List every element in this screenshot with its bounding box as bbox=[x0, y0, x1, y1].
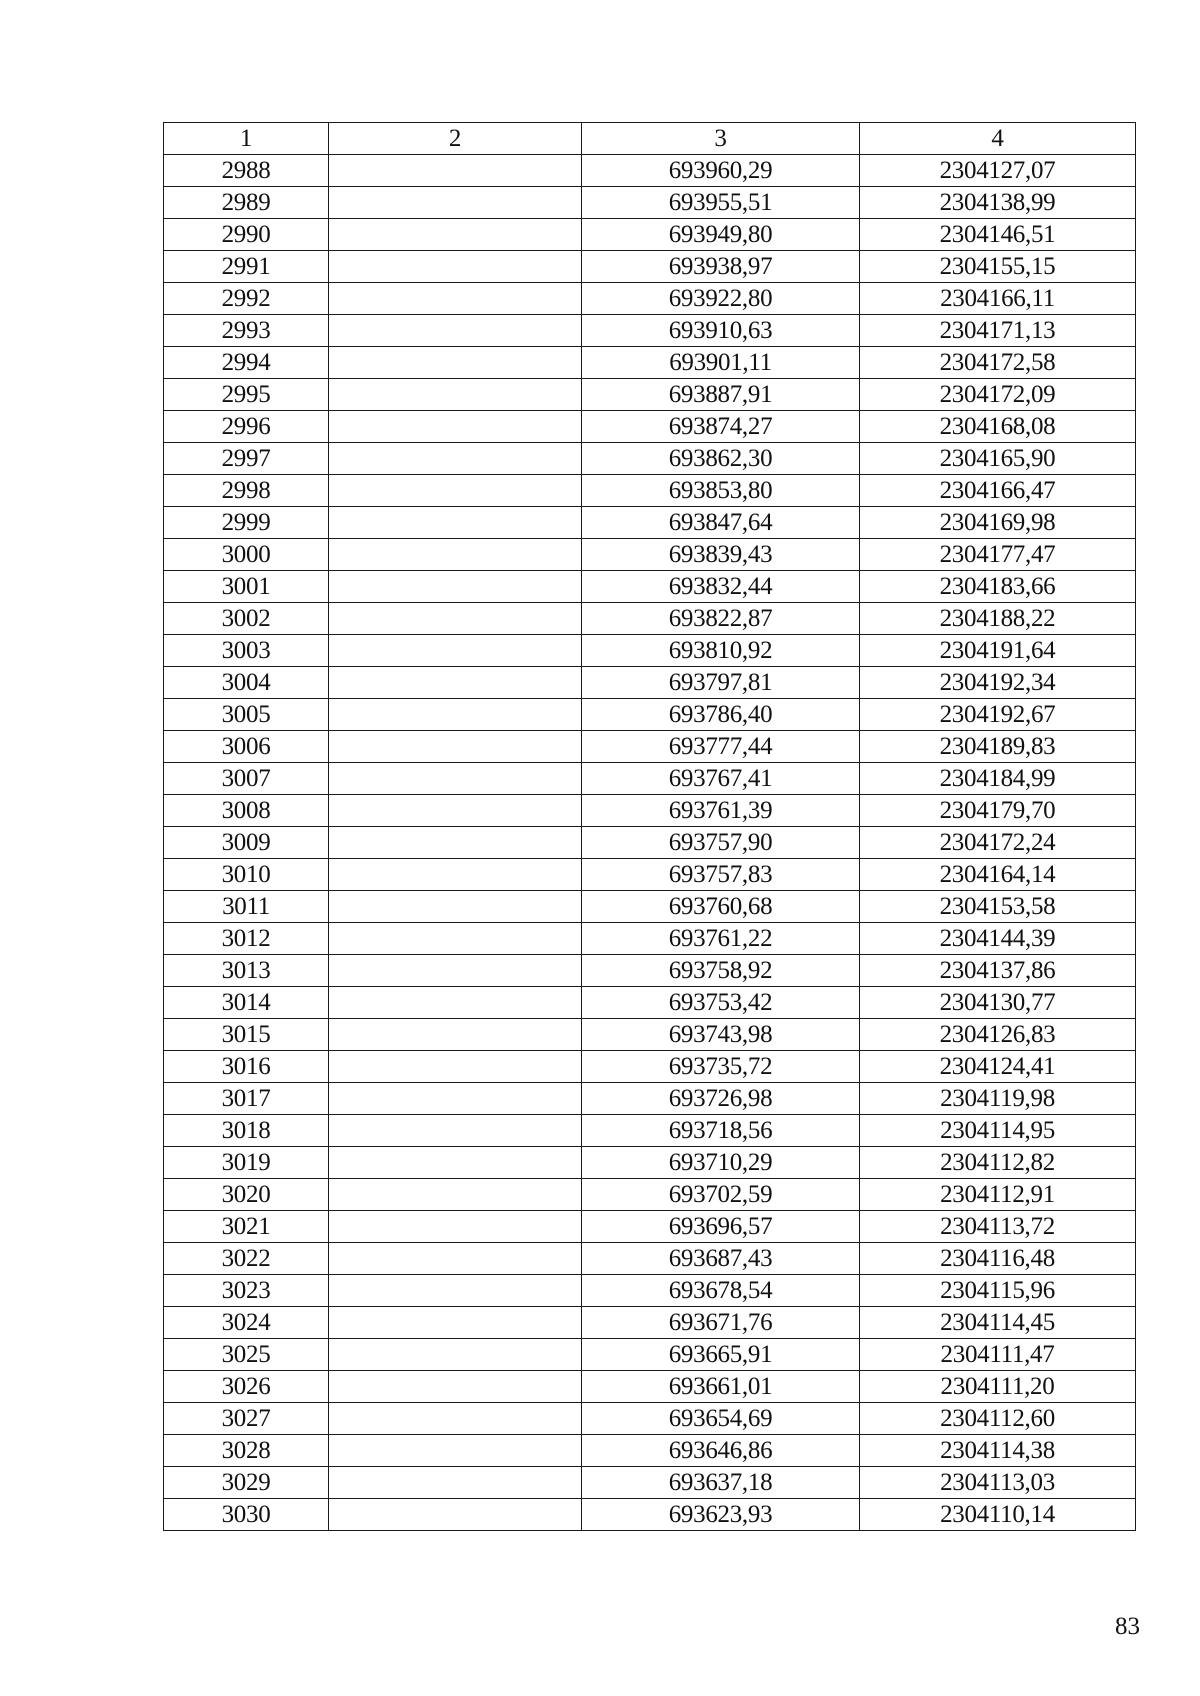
coordinate-x-cell: 693777,44 bbox=[582, 731, 860, 763]
table-row bbox=[164, 795, 1136, 827]
table-row bbox=[164, 1051, 1136, 1083]
point-number-cell: 2992 bbox=[164, 283, 329, 315]
column-2-cell bbox=[329, 827, 582, 859]
coordinate-x-cell: 693678,54 bbox=[582, 1275, 860, 1307]
coordinate-x-cell: 693938,97 bbox=[582, 251, 860, 283]
column-2-cell bbox=[329, 1467, 582, 1499]
column-header-4: 4 bbox=[860, 123, 1136, 155]
coordinate-x-cell: 693665,91 bbox=[582, 1339, 860, 1371]
coordinate-y-cell: 2304169,98 bbox=[860, 507, 1136, 539]
coordinate-y-cell: 2304144,39 bbox=[860, 923, 1136, 955]
point-number-cell: 3018 bbox=[164, 1115, 329, 1147]
coordinate-y-cell: 2304127,07 bbox=[860, 155, 1136, 187]
coordinate-x-cell: 693718,56 bbox=[582, 1115, 860, 1147]
column-2-cell bbox=[329, 603, 582, 635]
coordinate-x-cell: 693853,80 bbox=[582, 475, 860, 507]
table-row bbox=[164, 347, 1136, 379]
table-row bbox=[164, 411, 1136, 443]
table-row bbox=[164, 1467, 1136, 1499]
column-2-cell bbox=[329, 411, 582, 443]
coordinate-y-cell: 2304113,03 bbox=[860, 1467, 1136, 1499]
coordinate-y-cell: 2304192,34 bbox=[860, 667, 1136, 699]
table-row bbox=[164, 699, 1136, 731]
coordinate-y-cell: 2304137,86 bbox=[860, 955, 1136, 987]
column-2-cell bbox=[329, 475, 582, 507]
coordinate-x-cell: 693637,18 bbox=[582, 1467, 860, 1499]
point-number-cell: 2996 bbox=[164, 411, 329, 443]
point-number-cell: 3007 bbox=[164, 763, 329, 795]
table-row bbox=[164, 955, 1136, 987]
point-number-cell: 2995 bbox=[164, 379, 329, 411]
table-body bbox=[164, 155, 1136, 1531]
coordinate-y-cell: 2304166,11 bbox=[860, 283, 1136, 315]
coordinate-y-cell: 2304153,58 bbox=[860, 891, 1136, 923]
coordinate-y-cell: 2304115,96 bbox=[860, 1275, 1136, 1307]
coordinate-y-cell: 2304168,08 bbox=[860, 411, 1136, 443]
point-number-cell: 3003 bbox=[164, 635, 329, 667]
column-2-cell bbox=[329, 667, 582, 699]
table-row bbox=[164, 635, 1136, 667]
column-2-cell bbox=[329, 795, 582, 827]
point-number-cell: 2991 bbox=[164, 251, 329, 283]
coordinate-y-cell: 2304172,58 bbox=[860, 347, 1136, 379]
point-number-cell: 3019 bbox=[164, 1147, 329, 1179]
coordinate-x-cell: 693753,42 bbox=[582, 987, 860, 1019]
table-row bbox=[164, 1403, 1136, 1435]
column-2-cell bbox=[329, 347, 582, 379]
point-number-cell: 3027 bbox=[164, 1403, 329, 1435]
coordinate-y-cell: 2304114,45 bbox=[860, 1307, 1136, 1339]
point-number-cell: 3011 bbox=[164, 891, 329, 923]
point-number-cell: 3023 bbox=[164, 1275, 329, 1307]
column-2-cell bbox=[329, 987, 582, 1019]
coordinate-x-cell: 693758,92 bbox=[582, 955, 860, 987]
coordinate-y-cell: 2304119,98 bbox=[860, 1083, 1136, 1115]
point-number-cell: 3006 bbox=[164, 731, 329, 763]
table-row bbox=[164, 219, 1136, 251]
point-number-cell: 3000 bbox=[164, 539, 329, 571]
table-row bbox=[164, 251, 1136, 283]
coordinate-x-cell: 693839,43 bbox=[582, 539, 860, 571]
point-number-cell: 3001 bbox=[164, 571, 329, 603]
coordinate-x-cell: 693710,29 bbox=[582, 1147, 860, 1179]
coordinate-x-cell: 693623,93 bbox=[582, 1499, 860, 1531]
column-2-cell bbox=[329, 1115, 582, 1147]
point-number-cell: 3022 bbox=[164, 1243, 329, 1275]
point-number-cell: 3025 bbox=[164, 1339, 329, 1371]
coordinate-x-cell: 693786,40 bbox=[582, 699, 860, 731]
coordinate-x-cell: 693757,83 bbox=[582, 859, 860, 891]
coordinate-x-cell: 693726,98 bbox=[582, 1083, 860, 1115]
column-2-cell bbox=[329, 443, 582, 475]
table-row bbox=[164, 155, 1136, 187]
point-number-cell: 3008 bbox=[164, 795, 329, 827]
table-row bbox=[164, 827, 1136, 859]
table-row bbox=[164, 923, 1136, 955]
coordinate-y-cell: 2304110,14 bbox=[860, 1499, 1136, 1531]
column-2-cell bbox=[329, 315, 582, 347]
table-row bbox=[164, 507, 1136, 539]
column-2-cell bbox=[329, 1179, 582, 1211]
point-number-cell: 2993 bbox=[164, 315, 329, 347]
coordinate-y-cell: 2304166,47 bbox=[860, 475, 1136, 507]
coordinate-y-cell: 2304114,95 bbox=[860, 1115, 1136, 1147]
column-2-cell bbox=[329, 539, 582, 571]
coordinate-y-cell: 2304179,70 bbox=[860, 795, 1136, 827]
coordinate-x-cell: 693696,57 bbox=[582, 1211, 860, 1243]
coordinate-x-cell: 693735,72 bbox=[582, 1051, 860, 1083]
coordinate-y-cell: 2304164,14 bbox=[860, 859, 1136, 891]
table-row bbox=[164, 891, 1136, 923]
column-2-cell bbox=[329, 1403, 582, 1435]
coordinate-x-cell: 693887,91 bbox=[582, 379, 860, 411]
coordinate-y-cell: 2304192,67 bbox=[860, 699, 1136, 731]
table-row bbox=[164, 763, 1136, 795]
column-2-cell bbox=[329, 1211, 582, 1243]
table-row bbox=[164, 1115, 1136, 1147]
coordinate-y-cell: 2304111,20 bbox=[860, 1371, 1136, 1403]
column-2-cell bbox=[329, 699, 582, 731]
coordinate-y-cell: 2304112,82 bbox=[860, 1147, 1136, 1179]
column-2-cell bbox=[329, 1083, 582, 1115]
coordinate-y-cell: 2304126,83 bbox=[860, 1019, 1136, 1051]
table-row bbox=[164, 315, 1136, 347]
coordinate-y-cell: 2304183,66 bbox=[860, 571, 1136, 603]
coordinate-x-cell: 693743,98 bbox=[582, 1019, 860, 1051]
coordinate-y-cell: 2304111,47 bbox=[860, 1339, 1136, 1371]
point-number-cell: 3004 bbox=[164, 667, 329, 699]
point-number-cell: 2998 bbox=[164, 475, 329, 507]
coordinate-y-cell: 2304172,24 bbox=[860, 827, 1136, 859]
coordinate-x-cell: 693874,27 bbox=[582, 411, 860, 443]
coordinate-x-cell: 693760,68 bbox=[582, 891, 860, 923]
coordinate-x-cell: 693901,11 bbox=[582, 347, 860, 379]
coordinate-y-cell: 2304188,22 bbox=[860, 603, 1136, 635]
coordinate-y-cell: 2304112,60 bbox=[860, 1403, 1136, 1435]
table-row bbox=[164, 1019, 1136, 1051]
point-number-cell: 3016 bbox=[164, 1051, 329, 1083]
column-2-cell bbox=[329, 379, 582, 411]
point-number-cell: 3026 bbox=[164, 1371, 329, 1403]
coordinate-x-cell: 693671,76 bbox=[582, 1307, 860, 1339]
point-number-cell: 3029 bbox=[164, 1467, 329, 1499]
column-2-cell bbox=[329, 1435, 582, 1467]
coordinate-y-cell: 2304113,72 bbox=[860, 1211, 1136, 1243]
point-number-cell: 2999 bbox=[164, 507, 329, 539]
coordinate-x-cell: 693646,86 bbox=[582, 1435, 860, 1467]
table-row bbox=[164, 859, 1136, 891]
table-row bbox=[164, 475, 1136, 507]
coordinate-y-cell: 2304116,48 bbox=[860, 1243, 1136, 1275]
column-2-cell bbox=[329, 1307, 582, 1339]
point-number-cell: 3005 bbox=[164, 699, 329, 731]
column-2-cell bbox=[329, 1275, 582, 1307]
column-header-3: 3 bbox=[582, 123, 860, 155]
coordinate-x-cell: 693822,87 bbox=[582, 603, 860, 635]
point-number-cell: 3021 bbox=[164, 1211, 329, 1243]
column-2-cell bbox=[329, 1019, 582, 1051]
column-2-cell bbox=[329, 571, 582, 603]
coordinate-y-cell: 2304165,90 bbox=[860, 443, 1136, 475]
coordinate-y-cell: 2304124,41 bbox=[860, 1051, 1136, 1083]
coordinate-x-cell: 693862,30 bbox=[582, 443, 860, 475]
coordinate-y-cell: 2304189,83 bbox=[860, 731, 1136, 763]
table-row bbox=[164, 443, 1136, 475]
coordinate-y-cell: 2304112,91 bbox=[860, 1179, 1136, 1211]
coordinate-x-cell: 693960,29 bbox=[582, 155, 860, 187]
point-number-cell: 3014 bbox=[164, 987, 329, 1019]
point-number-cell: 3030 bbox=[164, 1499, 329, 1531]
point-number-cell: 2990 bbox=[164, 219, 329, 251]
coordinate-y-cell: 2304130,77 bbox=[860, 987, 1136, 1019]
table-row bbox=[164, 987, 1136, 1019]
coordinate-x-cell: 693949,80 bbox=[582, 219, 860, 251]
point-number-cell: 3013 bbox=[164, 955, 329, 987]
column-2-cell bbox=[329, 955, 582, 987]
column-2-cell bbox=[329, 1499, 582, 1531]
table-row bbox=[164, 1211, 1136, 1243]
coordinate-x-cell: 693955,51 bbox=[582, 187, 860, 219]
column-2-cell bbox=[329, 635, 582, 667]
coordinate-y-cell: 2304184,99 bbox=[860, 763, 1136, 795]
coordinate-x-cell: 693910,63 bbox=[582, 315, 860, 347]
coordinate-y-cell: 2304177,47 bbox=[860, 539, 1136, 571]
table-row bbox=[164, 1435, 1136, 1467]
page-number: 83 bbox=[1115, 1613, 1140, 1640]
column-2-cell bbox=[329, 251, 582, 283]
table-row bbox=[164, 539, 1136, 571]
coordinate-x-cell: 693654,69 bbox=[582, 1403, 860, 1435]
coordinate-y-cell: 2304138,99 bbox=[860, 187, 1136, 219]
table-row bbox=[164, 1371, 1136, 1403]
column-2-cell bbox=[329, 187, 582, 219]
column-2-cell bbox=[329, 1371, 582, 1403]
coordinate-x-cell: 693661,01 bbox=[582, 1371, 860, 1403]
table-row bbox=[164, 1307, 1136, 1339]
table-row bbox=[164, 1275, 1136, 1307]
point-number-cell: 3009 bbox=[164, 827, 329, 859]
point-number-cell: 3017 bbox=[164, 1083, 329, 1115]
table-row bbox=[164, 1179, 1136, 1211]
coordinates-table bbox=[163, 122, 1136, 1531]
column-2-cell bbox=[329, 219, 582, 251]
table-row bbox=[164, 1339, 1136, 1371]
column-2-cell bbox=[329, 923, 582, 955]
coordinate-y-cell: 2304146,51 bbox=[860, 219, 1136, 251]
table-row bbox=[164, 379, 1136, 411]
point-number-cell: 3024 bbox=[164, 1307, 329, 1339]
coordinate-y-cell: 2304172,09 bbox=[860, 379, 1136, 411]
coordinate-y-cell: 2304191,64 bbox=[860, 635, 1136, 667]
table-row bbox=[164, 667, 1136, 699]
coordinate-x-cell: 693757,90 bbox=[582, 827, 860, 859]
coordinate-y-cell: 2304171,13 bbox=[860, 315, 1136, 347]
coordinate-x-cell: 693847,64 bbox=[582, 507, 860, 539]
column-2-cell bbox=[329, 1243, 582, 1275]
point-number-cell: 2988 bbox=[164, 155, 329, 187]
point-number-cell: 2994 bbox=[164, 347, 329, 379]
table-header-row bbox=[164, 123, 1136, 155]
column-2-cell bbox=[329, 891, 582, 923]
column-2-cell bbox=[329, 1147, 582, 1179]
table-row bbox=[164, 1499, 1136, 1531]
point-number-cell: 3010 bbox=[164, 859, 329, 891]
point-number-cell: 2989 bbox=[164, 187, 329, 219]
coordinate-x-cell: 693687,43 bbox=[582, 1243, 860, 1275]
coordinate-x-cell: 693832,44 bbox=[582, 571, 860, 603]
coordinate-x-cell: 693767,41 bbox=[582, 763, 860, 795]
table-row bbox=[164, 1243, 1136, 1275]
column-header-2: 2 bbox=[329, 123, 582, 155]
point-number-cell: 3020 bbox=[164, 1179, 329, 1211]
column-2-cell bbox=[329, 731, 582, 763]
table-row bbox=[164, 731, 1136, 763]
coordinate-x-cell: 693797,81 bbox=[582, 667, 860, 699]
point-number-cell: 3012 bbox=[164, 923, 329, 955]
coordinate-x-cell: 693810,92 bbox=[582, 635, 860, 667]
point-number-cell: 2997 bbox=[164, 443, 329, 475]
point-number-cell: 3028 bbox=[164, 1435, 329, 1467]
column-header-1: 1 bbox=[164, 123, 329, 155]
column-2-cell bbox=[329, 283, 582, 315]
column-2-cell bbox=[329, 859, 582, 891]
column-2-cell bbox=[329, 1051, 582, 1083]
table-row bbox=[164, 187, 1136, 219]
point-number-cell: 3002 bbox=[164, 603, 329, 635]
coordinate-y-cell: 2304155,15 bbox=[860, 251, 1136, 283]
table-row bbox=[164, 1083, 1136, 1115]
coordinate-x-cell: 693761,39 bbox=[582, 795, 860, 827]
column-2-cell bbox=[329, 1339, 582, 1371]
coordinate-x-cell: 693761,22 bbox=[582, 923, 860, 955]
table-row bbox=[164, 571, 1136, 603]
column-2-cell bbox=[329, 763, 582, 795]
table-row bbox=[164, 603, 1136, 635]
table-row bbox=[164, 283, 1136, 315]
table-row bbox=[164, 1147, 1136, 1179]
coordinate-x-cell: 693702,59 bbox=[582, 1179, 860, 1211]
column-2-cell bbox=[329, 507, 582, 539]
point-number-cell: 3015 bbox=[164, 1019, 329, 1051]
column-2-cell bbox=[329, 155, 582, 187]
coordinate-y-cell: 2304114,38 bbox=[860, 1435, 1136, 1467]
coordinate-x-cell: 693922,80 bbox=[582, 283, 860, 315]
